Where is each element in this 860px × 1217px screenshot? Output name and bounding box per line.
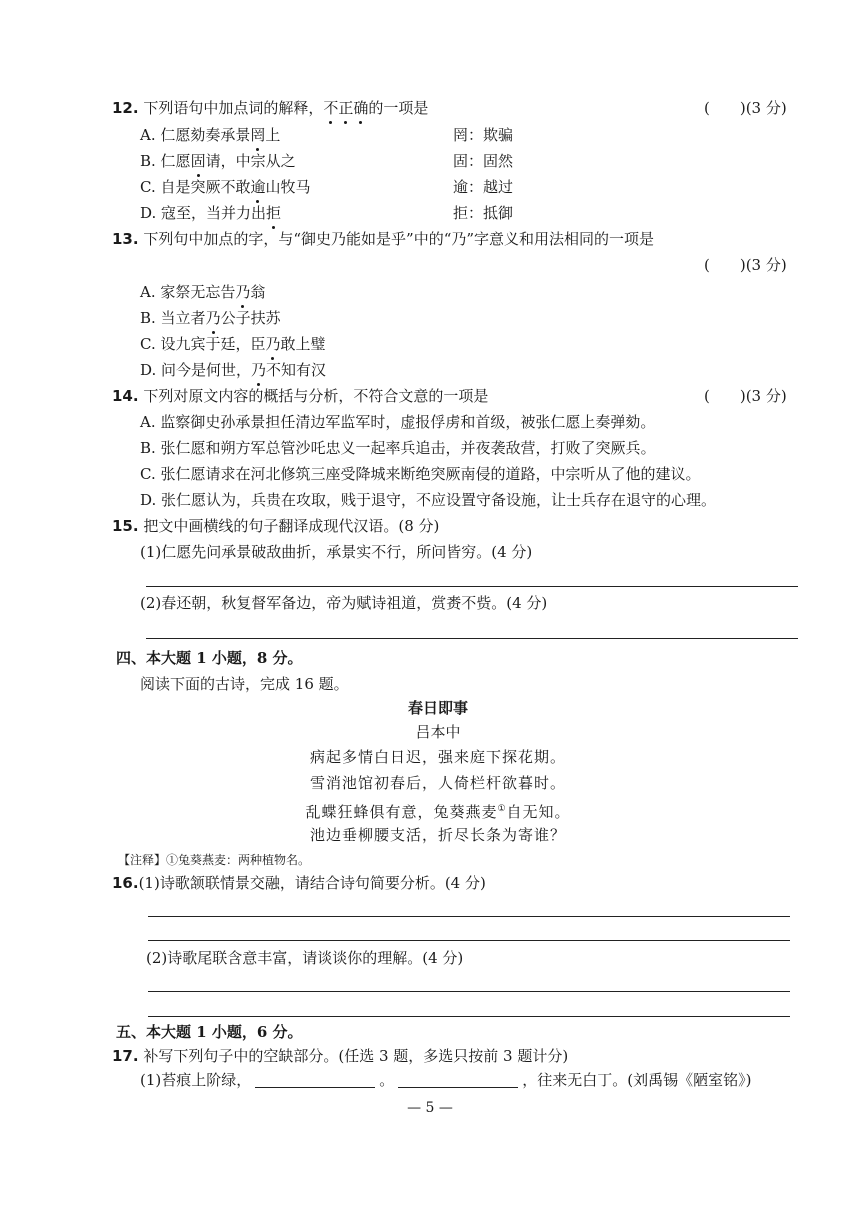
poem-line-1: 病起多情白日迟，强来庭下探花期。 <box>309 748 566 766</box>
q17-blank-1[interactable] <box>255 1071 375 1088</box>
q12-option-a: A. 仁愿劾奏承景罔上 <box>140 126 281 144</box>
q15-answer-line-2[interactable] <box>146 638 798 639</box>
poem-line-4: 池边垂柳腰支活，折尽长条为寄谁？ <box>309 826 566 844</box>
q17-item-1: (1)苔痕上阶绿， 。 ，往来无白丁。(刘禹锡《陋室铭》) <box>140 1071 752 1089</box>
q15-stem: 15. 把文中画横线的句子翻译成现代汉语。(8 分) <box>112 517 440 535</box>
emphasis-char: 不 <box>323 99 339 117</box>
q12-option-b: B. 仁愿固请，中宗从之 <box>140 152 296 170</box>
q16-answer-line-2[interactable] <box>148 940 790 941</box>
q14-stem: 14. 下列对原文内容的概括与分析，不符合文意的一项是 <box>112 387 489 405</box>
q16-item-1: 16.(1)诗歌颔联情景交融，请结合诗句简要分析。(4 分) <box>112 874 486 892</box>
q12-score: ( )(3 分) <box>704 99 787 117</box>
q12-gloss-c: 逾：越过 <box>453 178 514 196</box>
q14-score: ( )(3 分) <box>704 387 787 405</box>
q14-option-c: C. 张仁愿请求在河北修筑三座受降城来断绝突厥南侵的道路，中宗听从了他的建议。 <box>140 465 701 483</box>
q14-option-d: D. 张仁愿认为，兵贵在攻取，贱于退守，不应设置守备设施，让士兵存在退守的心理。 <box>140 491 717 509</box>
q12-option-d: D. 寇至，当并力出拒 <box>140 204 282 222</box>
q12-number: 12. <box>112 99 139 117</box>
poem-author: 吕本中 <box>415 723 461 741</box>
q17-blank-2[interactable] <box>398 1071 518 1088</box>
q13-score: ( )(3 分) <box>704 256 787 274</box>
section-4-title: 四、本大题 1 小题，8 分。 <box>116 649 303 667</box>
emphasis-char: 正 <box>338 99 354 117</box>
poem-line-3: 乱蝶狂蜂俱有意，兔葵燕麦①自无知。 <box>305 803 571 821</box>
q15-answer-line-1[interactable] <box>146 586 798 587</box>
q17-stem: 17. 补写下列句子中的空缺部分。(任选 3 题，多选只按前 3 题计分) <box>112 1047 569 1065</box>
q16-item-2: (2)诗歌尾联含意丰富，请谈谈你的理解。(4 分) <box>146 949 464 967</box>
q14-option-a: A. 监察御史孙承景担任清边军监军时，虚报俘虏和首级，被张仁愿上奏弹劾。 <box>140 413 656 431</box>
poem-title: 春日即事 <box>407 699 468 717</box>
q16-answer-line-3[interactable] <box>148 991 790 992</box>
q13-option-c: C. 设九宾于廷，臣乃敢上璧 <box>140 335 326 353</box>
q16-answer-line-1[interactable] <box>148 916 790 917</box>
section-4-intro: 阅读下面的古诗，完成 16 题。 <box>140 675 349 693</box>
note-marker: ① <box>497 804 507 814</box>
q15-item-1: (1)仁愿先问承景破敌曲折，承景实不行，所问皆穷。(4 分) <box>140 543 533 561</box>
q14-option-b: B. 张仁愿和朔方军总管沙吒忠义一起率兵追击，并夜袭敌营，打败了突厥兵。 <box>140 439 656 457</box>
q12-dotted-text <box>323 99 368 117</box>
q12-stem: 12. 下列语句中加点词的解释，不正确的一项是 <box>112 99 429 117</box>
poem-note: 【注释】①兔葵燕麦：两种植物名。 <box>118 853 311 867</box>
section-5-title: 五、本大题 1 小题，6 分。 <box>116 1023 303 1041</box>
q13-option-b: B. 当立者乃公子扶苏 <box>140 309 281 327</box>
q16-answer-line-4[interactable] <box>148 1016 790 1017</box>
poem-line-2: 雪消池馆初春后，人倚栏杆欲暮时。 <box>309 774 566 792</box>
page-number: — 5 — <box>407 1100 453 1116</box>
q12-gloss-d: 拒：抵御 <box>453 204 514 222</box>
q15-item-2: (2)春还朝，秋复督军备边，帝为赋诗祖道，赏赉不赀。(4 分) <box>140 594 548 612</box>
q12-gloss-b: 固：固然 <box>453 152 514 170</box>
emphasis-char: 确 <box>353 99 369 117</box>
q12-gloss-a: 罔：欺骗 <box>453 126 514 144</box>
q13-option-a: A. 家祭无忘告乃翁 <box>140 283 266 301</box>
q12-option-c: C. 自是突厥不敢逾山牧马 <box>140 178 311 196</box>
q13-stem: 13. 下列句中加点的字，与“御史乃能如是乎”中的“乃”字意义和用法相同的一项是 <box>112 230 655 248</box>
q13-option-d: D. 问今是何世，乃不知有汉 <box>140 361 327 379</box>
